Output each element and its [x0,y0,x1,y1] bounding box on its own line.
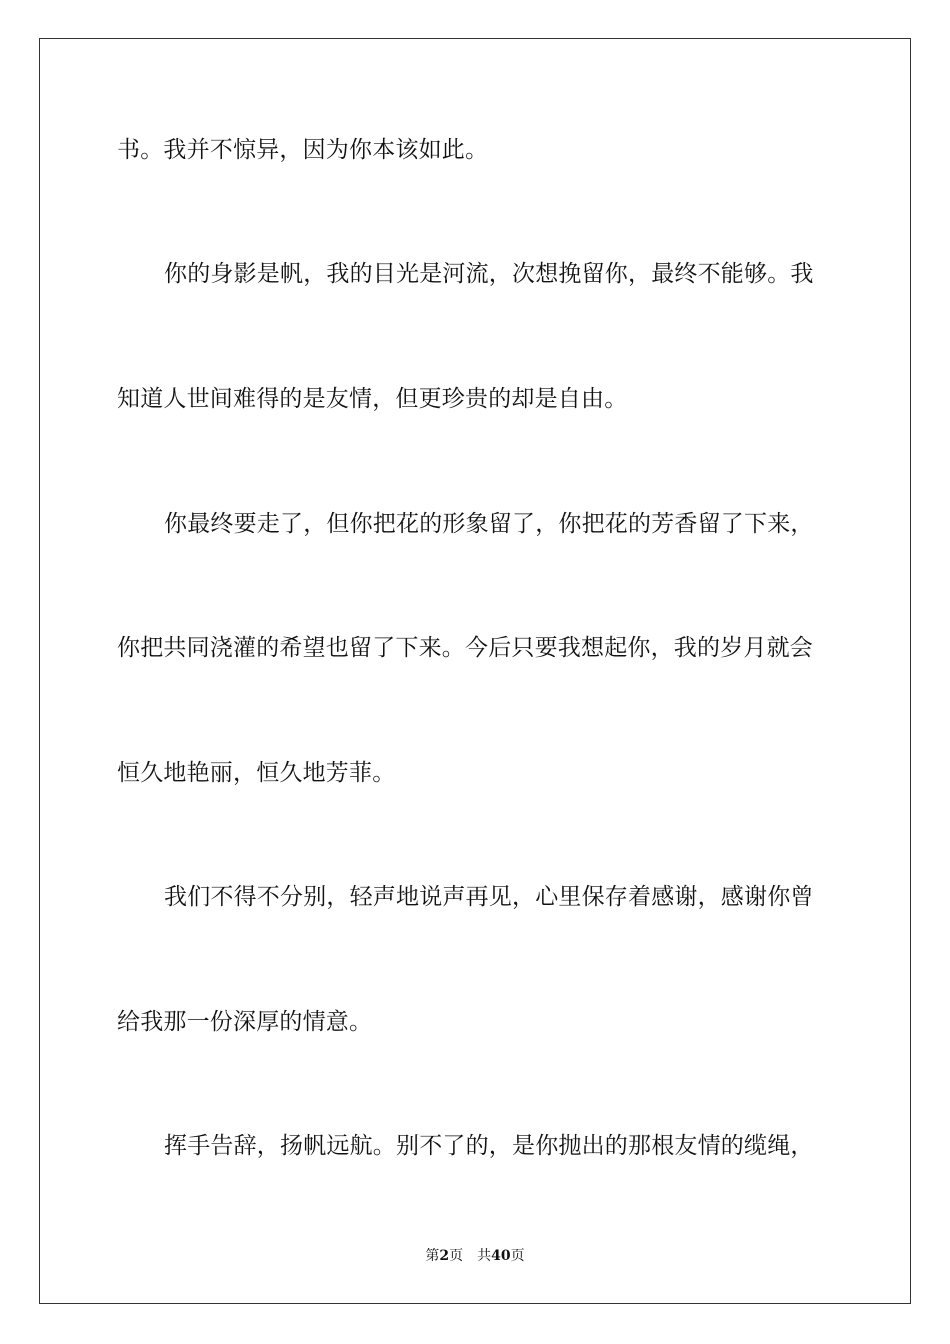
footer-page-suffix: 页 [449,1248,464,1264]
page-footer [0,1246,950,1266]
body-line-6: 恒久地艳丽，恒久地芳菲。 [117,760,396,786]
footer-total-pages: 40 [491,1248,511,1264]
body-line-1: 书。我并不惊异，因为你本该如此。 [117,137,489,163]
body-line-3: 知道人世间难得的是友情，但更珍贵的却是自由。 [117,386,628,412]
footer-page-prefix: 第 [425,1248,440,1264]
body-line-8: 给我那一份深厚的情意。 [117,1009,373,1035]
body-line-7: 我们不得不分别，轻声地说声再见，心里保存着感谢，感谢你曾 [164,884,814,910]
footer-total-prefix: 共 [477,1248,492,1264]
footer-total-suffix: 页 [510,1248,525,1264]
body-line-9: 挥手告辞，扬帆远航。别不了的，是你抛出的那根友情的缆绳， [164,1133,814,1159]
body-line-5: 你把共同浇灌的希望也留了下来。今后只要我想起你，我的岁月就会 [117,635,813,661]
footer-page-number: 2 [439,1248,450,1264]
body-line-4: 你最终要走了，但你把花的形象留了，你把花的芳香留了下来， [164,511,814,537]
body-line-2: 你的身影是帆，我的目光是河流，次想挽留你，最终不能够。我 [164,261,814,287]
page-border [39,38,911,1304]
